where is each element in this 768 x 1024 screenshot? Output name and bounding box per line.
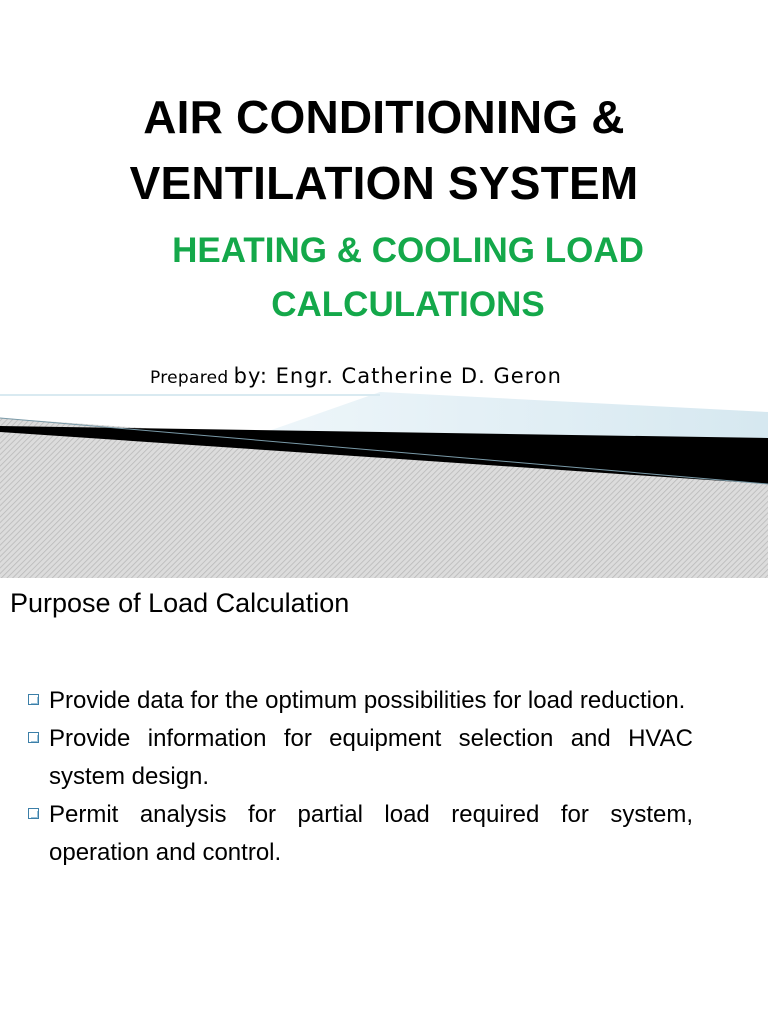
list-item bbox=[28, 682, 693, 720]
top-faint-line bbox=[0, 394, 380, 396]
hollow-square-bullet-icon bbox=[28, 732, 39, 743]
content-slide bbox=[0, 578, 768, 1024]
title-line-1: AIR CONDITIONING & bbox=[143, 91, 625, 143]
slide-title bbox=[0, 84, 768, 216]
light-blue-wedge bbox=[260, 392, 768, 438]
section-heading: Purpose of Load Calculation bbox=[10, 588, 350, 618]
bullet-text: Provide information for equipment selection and HVAC system design. bbox=[49, 725, 693, 790]
bullet-text: Provide data for the optimum possibilities for load reduction. bbox=[49, 687, 686, 714]
slide-subtitle bbox=[28, 224, 768, 332]
hollow-square-bullet-icon bbox=[28, 808, 39, 819]
decorative-stripe-band bbox=[0, 392, 768, 578]
prepared-prefix: Prepared bbox=[150, 368, 229, 388]
list-item bbox=[28, 796, 693, 872]
bullet-text: Permit analysis for partial load required for system, operation and control. bbox=[49, 801, 693, 866]
title-line-2: VENTILATION SYSTEM bbox=[129, 157, 639, 209]
hollow-square-bullet-icon bbox=[28, 694, 39, 705]
author-line bbox=[150, 364, 562, 388]
bullet-list bbox=[28, 682, 693, 872]
subtitle-line-2: CALCULATIONS bbox=[271, 285, 545, 324]
subtitle-line-1: HEATING & COOLING LOAD bbox=[172, 231, 644, 270]
prepared-by: by: Engr. Catherine D. Geron bbox=[233, 364, 562, 388]
list-item bbox=[28, 720, 693, 796]
